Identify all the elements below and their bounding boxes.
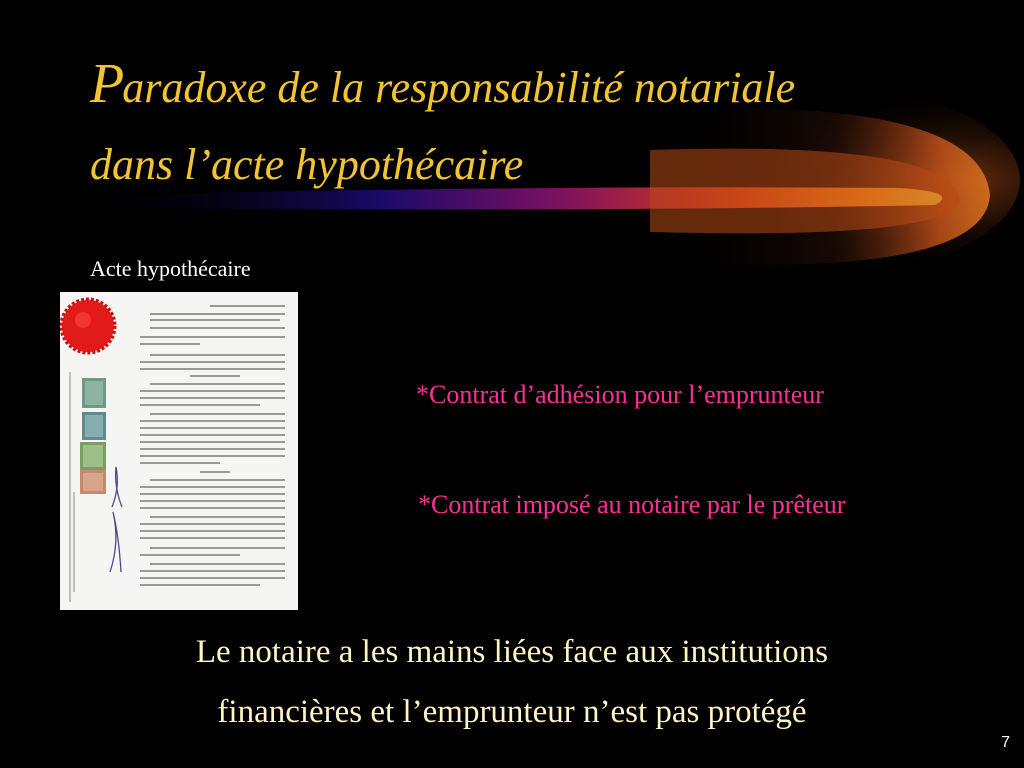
bullet-adhesion-contract: *Contrat d’adhésion pour l’emprunteur — [416, 380, 824, 409]
title-line-1-text: aradoxe de la responsabilité notariale — [122, 63, 796, 112]
red-seal-icon — [61, 299, 115, 353]
bullet-imposed-contract: *Contrat imposé au notaire par le prêteur — [418, 490, 846, 519]
conclusion-line-2: financières et l’emprunteur n’est pas protégé — [217, 694, 807, 730]
conclusion-line-1: Le notaire a les mains liées face aux institutions — [195, 634, 829, 670]
mortgage-deed-image — [60, 292, 298, 610]
revenue-stamps-icon — [80, 378, 106, 494]
document-caption: Acte hypothécaire — [90, 256, 251, 281]
slide-title-line-2: dans l’acte hypothécaire — [90, 140, 524, 189]
page-number: 7 — [1001, 734, 1010, 751]
title-initial: P — [90, 53, 123, 115]
slide-title-line-1 — [90, 53, 796, 115]
